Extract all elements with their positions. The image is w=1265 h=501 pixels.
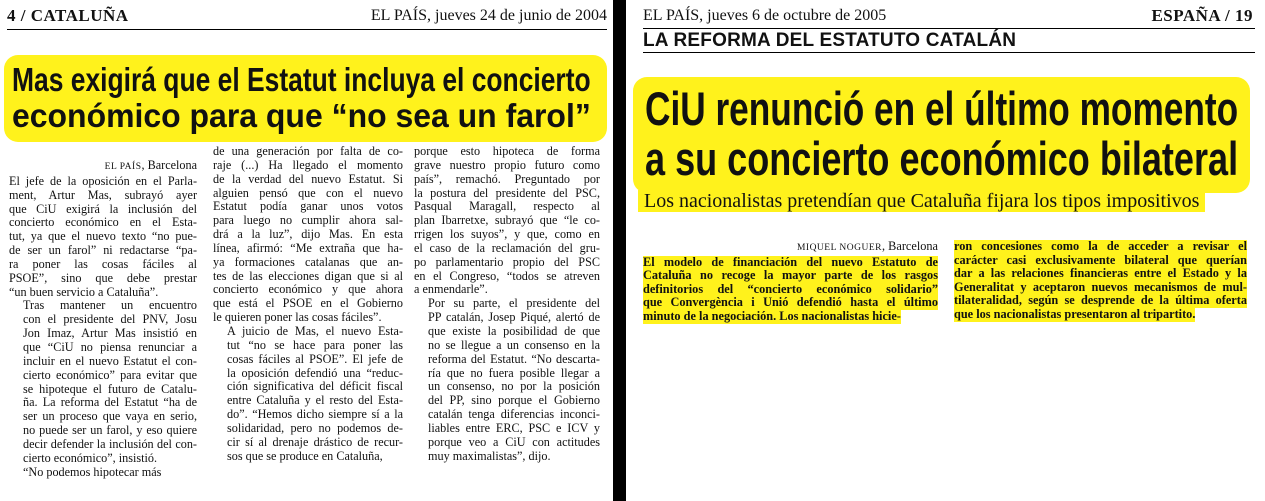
right-byline: MIQUEL NOGUER, Barcelona xyxy=(796,239,938,253)
left-column-1 xyxy=(9,159,197,479)
text-line: El modelo de financiación del nuevo Estatuto de xyxy=(643,255,938,269)
left-col2-text xyxy=(213,145,403,325)
text-line: la postura del presidente del PSC, xyxy=(414,186,600,200)
text-line: liables entre ERC, PSC e ICV y xyxy=(428,421,600,435)
text-line: que los nacionalistas presentaron al tripartito. xyxy=(954,307,1196,321)
left-col1c-text xyxy=(9,466,197,480)
text-line: reforma del Estatut. “No descarta- xyxy=(428,352,600,366)
left-headline-line: económico para que “no sea un farol” xyxy=(12,97,591,134)
left-col3-text xyxy=(414,145,600,297)
text-line: PSOE”, sino que debe prestar xyxy=(9,271,197,285)
right-header-rule xyxy=(643,28,1255,29)
text-line: catalán tenga diferencias inconci- xyxy=(428,408,600,422)
left-headline-line: Mas exigirá que el Estatut incluya el concierto xyxy=(12,61,591,98)
left-header-rule xyxy=(7,29,607,30)
text-line: El jefe de la oposición en el Parla- xyxy=(9,174,197,188)
text-line: cir sí al drenaje drástico de recur- xyxy=(227,435,403,449)
clip-divider xyxy=(613,0,626,501)
text-line: tut, ya que el nuevo texto “no pue- xyxy=(9,230,197,244)
text-line: ña. La reforma del Estatut “ha de xyxy=(23,396,197,410)
text-line: rrigen los suyos”, y que, como en xyxy=(414,228,600,242)
text-line: minuto de la negociación. Los nacionalistas hicie- xyxy=(643,309,901,323)
right-col1-text xyxy=(643,256,938,328)
text-line: ría que no fuera posible llegar a xyxy=(428,366,600,380)
text-line: país”, remachó. Preguntado por xyxy=(414,172,600,186)
left-col1-text xyxy=(9,175,197,300)
right-subheadline-text: Los nacionalistas pretendían que Cataluña fijara los tipos impositivos xyxy=(638,190,1205,212)
text-line: que “CiU no piensa renunciar a xyxy=(23,340,197,354)
text-line: en el Congreso, “todos se atreven xyxy=(414,269,600,283)
text-line: con el presidente del PNV, Josu xyxy=(23,313,197,327)
text-line: plan Ibarretxe, subrayó que “le co- xyxy=(414,214,600,228)
text-line: incluir en el nuevo Estatut el con- xyxy=(23,354,197,368)
right-byline-author: MIQUEL NOGUER xyxy=(796,243,882,253)
text-line: “No podemos hipotecar más xyxy=(23,465,162,479)
text-line: no puede ser un farol, y eso quiere xyxy=(23,424,197,438)
text-line: sos que se produce en Cataluña, xyxy=(227,449,383,463)
text-line: un consenso, no por la posición xyxy=(428,380,600,394)
text-line: cierto económico” para evitar que xyxy=(23,368,197,382)
left-column-3 xyxy=(414,145,600,463)
text-line: do”. “Hemos dicho siempre sí a la xyxy=(227,408,403,422)
right-headline-line: a su concierto económico bilateral xyxy=(645,132,1239,185)
text-line: ron concesiones como la de acceder a revisar el xyxy=(954,240,1247,253)
right-column-1 xyxy=(643,240,938,327)
left-col1b-text xyxy=(9,299,197,465)
text-line: que existe la posibilidad de que xyxy=(428,324,600,338)
text-line: para luego no cumplir ahora sal- xyxy=(213,214,403,228)
text-line: Pasqual Maragall, respecto al xyxy=(414,200,600,214)
text-line: no se llegue a un consenso en la xyxy=(428,338,600,352)
text-line: que Convergència i Unió defendió hasta el último xyxy=(643,296,938,310)
text-line: Cataluña no recoge la mayor parte de los rasgos xyxy=(643,269,938,283)
text-line: a enmendarle”. xyxy=(414,283,488,297)
left-byline-city: Barcelona xyxy=(147,158,197,172)
text-line: Por su parte, el presidente del xyxy=(428,297,600,311)
text-line: PP catalán, Josep Piqué, alertó de xyxy=(428,311,600,325)
text-line: alguien pensó que con el nuevo xyxy=(213,186,403,200)
text-line: que está el PSOE en el Gobierno xyxy=(213,297,403,311)
right-col2-text xyxy=(954,240,1247,325)
text-line: ment, Artur Mas, subrayó ayer xyxy=(9,188,197,202)
text-line: cosas fáciles al PSOE”. El jefe de xyxy=(227,352,403,366)
text-line: definitorios del “concierto económico solidario” xyxy=(643,282,938,296)
text-line: raje (...) Ha llegado el momento xyxy=(213,158,403,172)
text-line: que CiU exigirá la inclusión del xyxy=(9,202,197,216)
right-byline-city: Barcelona xyxy=(888,239,938,253)
left-dateline: EL PAÍS, jueves 24 de junio de 2004 xyxy=(370,7,607,24)
text-line: Estatut podía ganar unos votos xyxy=(213,200,403,214)
text-line: le quieren poner las cosas fáciles”. xyxy=(213,311,382,325)
text-line: ya formaciones catalanas que an- xyxy=(213,255,403,269)
text-line: porque veo a CiU con actitudes xyxy=(428,435,600,449)
right-dateline: EL PAÍS, jueves 6 de octubre de 2005 xyxy=(643,7,887,24)
text-line: porque esto hipoteca de forma xyxy=(414,145,600,158)
text-line: de una generación por falta de co- xyxy=(213,145,403,158)
left-headline xyxy=(4,55,607,142)
left-col2b-text xyxy=(213,325,403,463)
right-section-label: ESPAÑA / 19 xyxy=(1151,6,1253,25)
text-line: concierto económico en el Esta- xyxy=(9,216,197,230)
left-column-2 xyxy=(213,145,403,463)
text-line: solidaridad, pero no podemos de- xyxy=(227,421,403,435)
text-line: tut “no se hace para poner las xyxy=(227,338,403,352)
text-line: entre Cataluña y el resto del Esta- xyxy=(227,394,403,408)
text-line: concierto económico y que ahora xyxy=(213,283,403,297)
right-kicker-rule xyxy=(643,52,1255,53)
right-kicker: LA REFORMA DEL ESTATUTO CATALÁN xyxy=(643,30,1017,51)
text-line: ción significativa del déficit fiscal xyxy=(227,380,403,394)
text-line: “un buen servicio a Cataluña”. xyxy=(9,285,159,299)
text-line: de la verdad del nuevo Estatut. Si xyxy=(213,172,403,186)
left-byline-agency: EL PAÍS xyxy=(104,162,142,172)
text-line: drá a la luz”, dijo Mas. En esta xyxy=(213,228,403,242)
text-line: dar a las relaciones financieras entre el Estado y la xyxy=(954,267,1247,281)
text-line: A juicio de Mas, el nuevo Esta- xyxy=(227,324,403,338)
text-line: grave nuestro propio futuro como xyxy=(414,158,600,172)
text-line: cierto económico”, insistió. xyxy=(23,451,158,465)
text-line: del PP, sino porque el Gobierno xyxy=(428,394,600,408)
text-line: Tras mantener un encuentro xyxy=(23,299,197,313)
left-col3b-text xyxy=(414,297,600,463)
left-page-header xyxy=(7,6,607,30)
right-subheadline xyxy=(638,190,1246,216)
right-page-header xyxy=(643,6,1253,30)
text-line: ra poner las cosas fáciles al xyxy=(9,257,197,271)
text-line: de ser un farol” ni redactarse “pa- xyxy=(9,244,197,258)
text-line: carácter casi exclusivamente bilateral que querían xyxy=(954,253,1247,267)
text-line: decir defender la inclusión del con- xyxy=(23,437,197,451)
text-line: tes de las elecciones digan que si al xyxy=(213,269,403,283)
right-column-2 xyxy=(954,240,1247,325)
text-line: muy maximalistas”, dijo. xyxy=(428,449,551,463)
left-section-label: 4 / CATALUÑA xyxy=(7,6,129,25)
text-line: el caso de la reclamación del gru- xyxy=(414,241,600,255)
text-line: ser un proceso que vaya en serio, xyxy=(23,410,197,424)
right-headline xyxy=(633,77,1250,193)
text-line: línea, afirmó: “Me extraña que ha- xyxy=(213,241,403,255)
text-line: Generalitat y aceptaron nuevos mecanismos de mul- xyxy=(954,280,1247,294)
text-line: po parlamentario propio del PSC xyxy=(414,255,600,269)
text-line: se hipoteque el futuro de Catalu- xyxy=(23,382,197,396)
text-line: Jon Imaz, Artur Mas insistió en xyxy=(23,327,197,341)
text-line: la oposición defendió una “reduc- xyxy=(227,366,403,380)
text-line: tilateralidad, según se desprende de la última oferta xyxy=(954,294,1247,308)
right-headline-line: CiU renunció en el último momento xyxy=(645,82,1239,135)
left-byline: EL PAÍS, Barcelona xyxy=(104,158,197,172)
